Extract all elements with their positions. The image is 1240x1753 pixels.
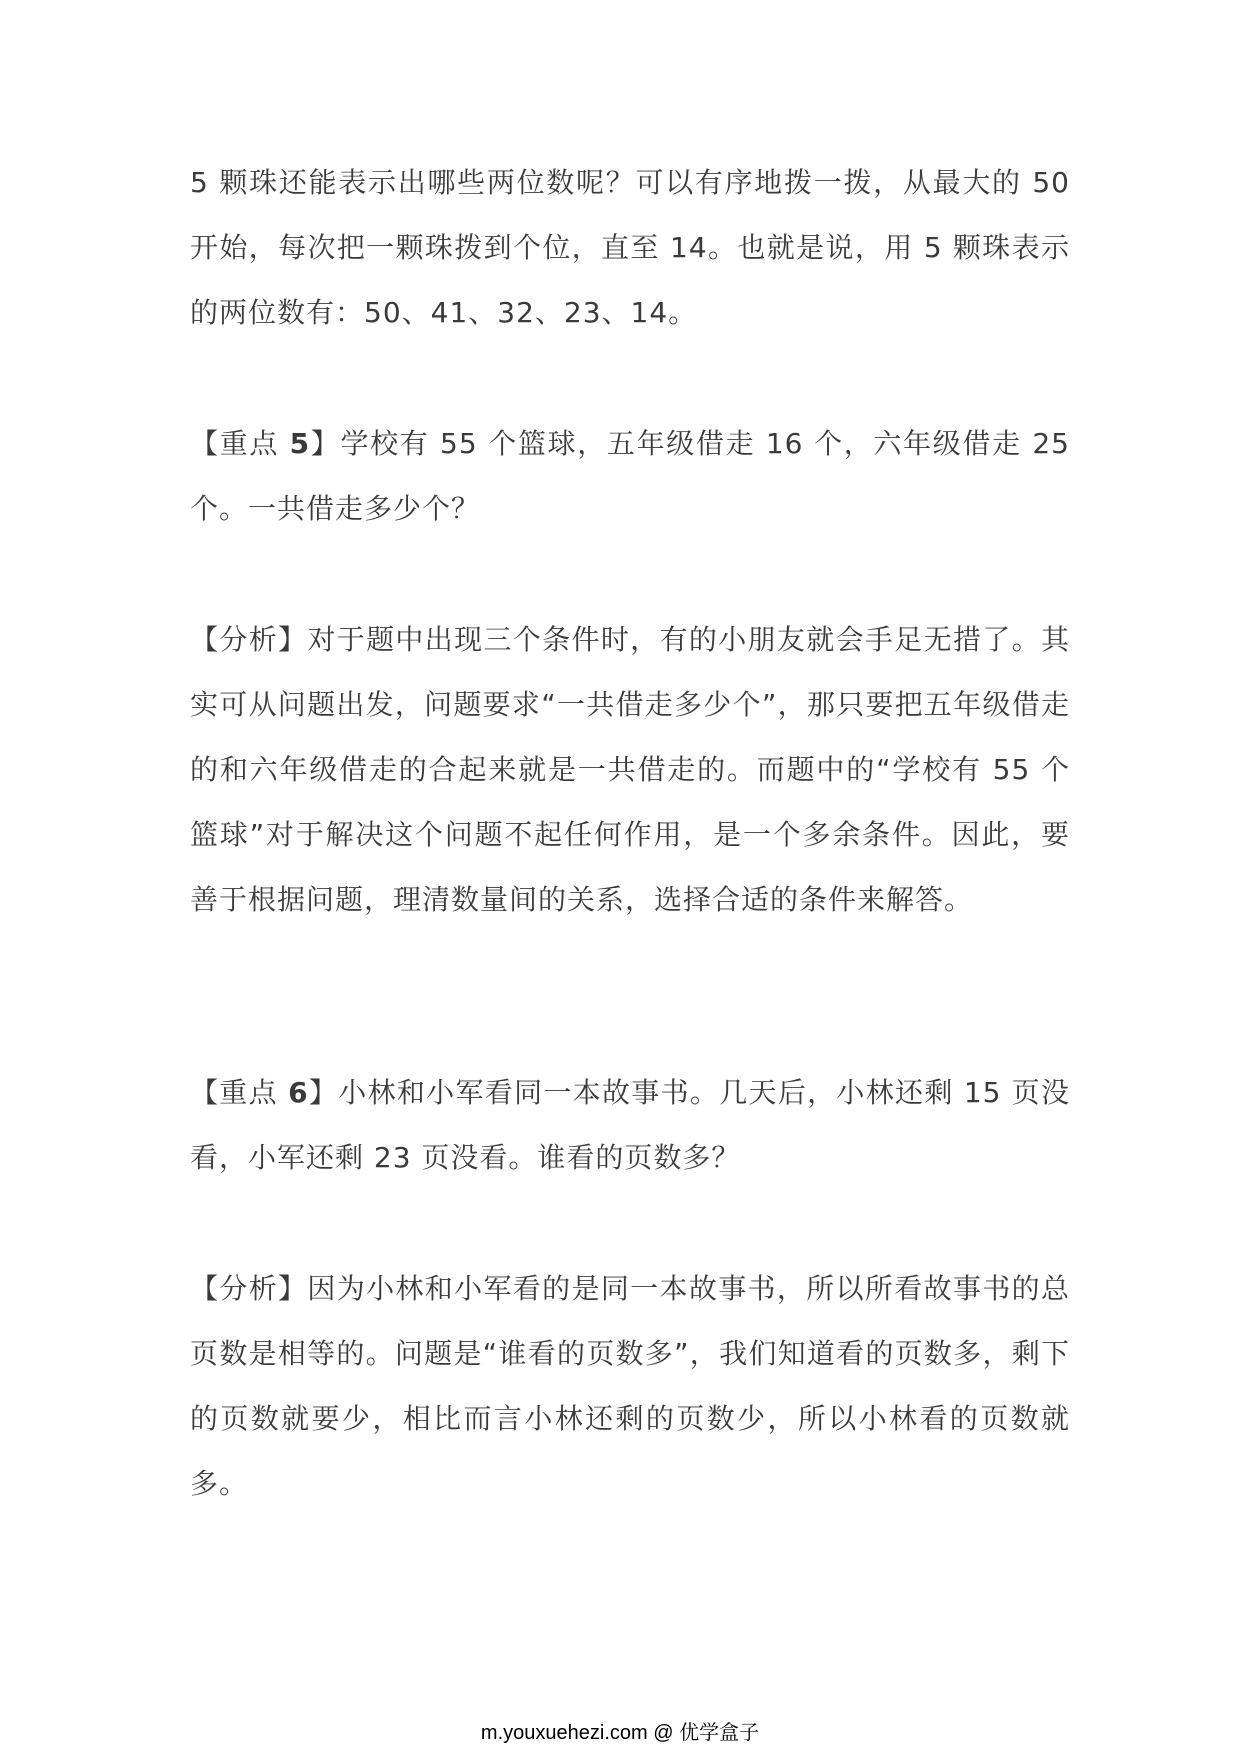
- paragraph-text: 小林和小军看同一本故事书。几天后，小林还剩 15 页没看，小军还剩 23 页没看。谁看的页数多？: [190, 1076, 1070, 1174]
- paragraph-key-point-6: [190, 1060, 1070, 1190]
- analysis-tag: 【分析】: [190, 1272, 308, 1305]
- paragraph-text: 学校有 55 个篮球，五年级借走 16 个，六年级借走 25 个。一共借走多少个？: [190, 427, 1070, 525]
- paragraph-bead-numbers: [190, 150, 1070, 345]
- paragraph-analysis-6: [190, 1256, 1070, 1516]
- paragraph-text: 因为小林和小军看的是同一本故事书，所以所看故事书的总页数是相等的。问题是“谁看的页数多”，我们知道看的页数多，剩下的页数就要少，相比而言小林还剩的页数少，所以小林看的页数就多。: [190, 1272, 1070, 1500]
- paragraph-key-point-5: [190, 411, 1070, 541]
- tag-number: 6: [288, 1076, 309, 1109]
- paragraph-analysis-5: [190, 607, 1070, 932]
- tag-number: 5: [289, 427, 311, 460]
- analysis-tag: 【分析】: [190, 623, 308, 656]
- tag-open: 【重点: [190, 1076, 289, 1109]
- tag-close: 】: [310, 427, 341, 460]
- paragraph-text: 5 颗珠还能表示出哪些两位数呢？可以有序地拨一拨，从最大的 50 开始，每次把一颗珠拨到个位，直至 14。也就是说，用 5 颗珠表示的两位数有：50、41、32、23、14。: [190, 166, 1070, 329]
- paragraph-text: 对于题中出现三个条件时，有的小朋友就会手足无措了。其实可从问题出发，问题要求“一共借走多少个”，那只要把五年级借走的和六年级借走的合起来就是一共借走的。而题中的“学校有 55 个篮球”对于解决这个问题不起任何作用，是一个多余条件。因此，要善于根据问题，理清数量间的关系，选择合适的条件来解答。: [190, 623, 1070, 916]
- key-point-tag: [190, 1076, 338, 1109]
- key-point-tag: [190, 427, 340, 460]
- tag-open: 【重点: [190, 427, 290, 460]
- tag-close: 】: [308, 1076, 339, 1109]
- page-footer: m.youxuehezi.com @ 优学盒子: [480, 1722, 760, 1744]
